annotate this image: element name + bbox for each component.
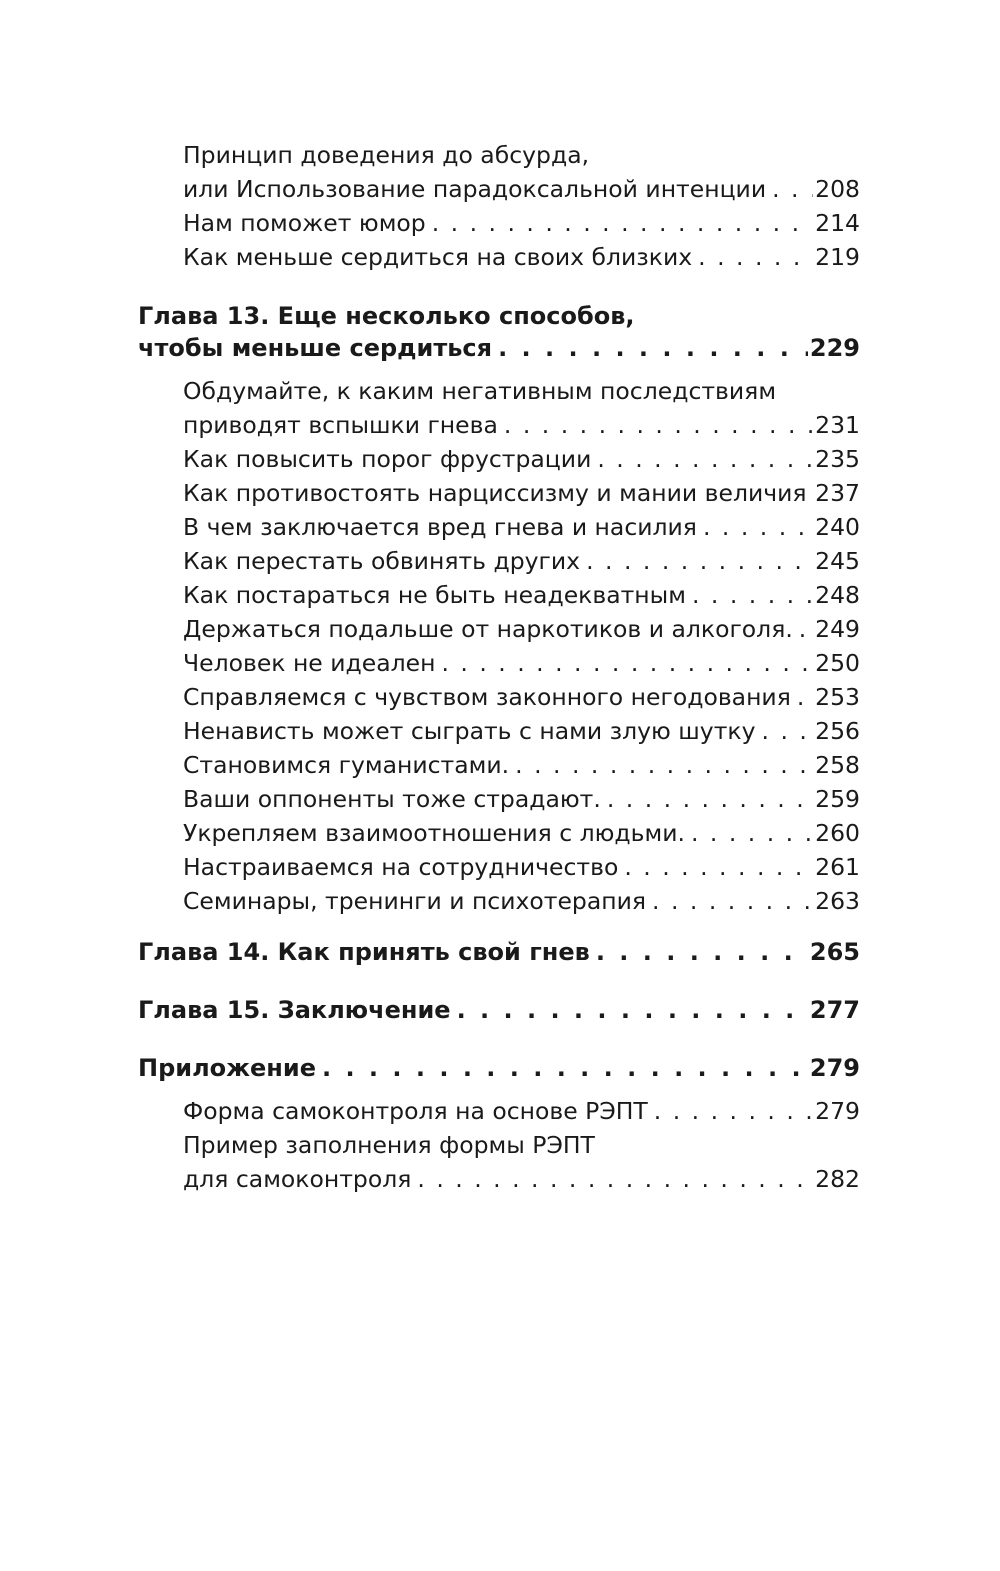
toc-entry-title-line2: или Использование парадоксальной интенции: [183, 175, 767, 203]
leader-dots: [417, 1162, 813, 1196]
leader-dots: [813, 476, 814, 510]
toc-page-number: 245: [815, 547, 860, 575]
leader-dots: [797, 680, 813, 714]
toc-entry-negative-consequences[interactable]: [183, 374, 860, 442]
toc-entry-narcissism[interactable]: [183, 476, 860, 510]
table-of-contents: [138, 138, 860, 1196]
toc-page-number: 256: [815, 717, 860, 745]
leader-dots: [441, 646, 813, 680]
toc-chapter-15[interactable]: [138, 994, 860, 1026]
toc-entry-seminars[interactable]: [183, 884, 860, 918]
leader-dots: [586, 544, 813, 578]
toc-entry-frustration[interactable]: [183, 442, 860, 476]
toc-entry-title: Настраиваемся на сотрудничество: [183, 853, 619, 881]
leader-dots: [762, 714, 814, 748]
toc-entry-title: Становимся гуманистами.: [183, 751, 510, 779]
toc-entry-title-line1: Обдумайте, к каким негативным последствиям: [183, 377, 777, 405]
leader-dots: [692, 578, 813, 612]
toc-entry-title: Как меньше сердиться на своих близких: [183, 243, 693, 271]
toc-page-number: 277: [809, 996, 860, 1024]
leader-dots: [654, 1094, 813, 1128]
toc-entry-paradoxical-intention[interactable]: [183, 138, 860, 206]
toc-page-number: 265: [809, 938, 860, 966]
toc-chapter-13[interactable]: [138, 300, 860, 364]
toc-page-number: 240: [815, 513, 860, 541]
leader-dots: [498, 332, 808, 364]
toc-entry-humanists[interactable]: [183, 748, 860, 782]
leader-dots: [799, 612, 813, 646]
toc-page-number: 250: [815, 649, 860, 677]
toc-chapter-title: Глава 14. Как принять свой гнев: [138, 938, 590, 966]
leader-dots: [457, 994, 808, 1026]
toc-entry-title-line1: Принцип доведения до абсурда,: [183, 141, 590, 169]
toc-page-number: 214: [815, 209, 860, 237]
toc-page-number: 208: [815, 175, 860, 203]
toc-entry-indignation[interactable]: [183, 680, 860, 714]
toc-entry-rebt-example[interactable]: [183, 1128, 860, 1196]
toc-page-number: 258: [815, 751, 860, 779]
toc-entry-harm-of-anger[interactable]: [183, 510, 860, 544]
toc-page-number: 237: [815, 479, 860, 507]
leader-dots: [652, 884, 813, 918]
leader-dots: [504, 408, 813, 442]
leader-dots: [596, 936, 808, 968]
toc-page-number: 279: [815, 1097, 860, 1125]
toc-entry-title: Держаться подальше от наркотиков и алкоголя.: [183, 615, 793, 643]
toc-entry-humor[interactable]: [183, 206, 860, 240]
toc-entry-title: Как противостоять нарциссизму и мании величия: [183, 479, 807, 507]
leader-dots: [607, 782, 813, 816]
toc-appendix[interactable]: [138, 1052, 860, 1084]
toc-page-number: 219: [815, 243, 860, 271]
toc-chapter-14[interactable]: [138, 936, 860, 968]
toc-entry-title-line2: для самоконтроля: [183, 1165, 412, 1193]
toc-entry-cooperation[interactable]: [183, 850, 860, 884]
toc-entry-title-line2: приводят вспышки гнева: [183, 411, 498, 439]
toc-page-number: 231: [815, 411, 860, 439]
toc-entry-title: Как перестать обвинять других: [183, 547, 581, 575]
toc-entry-title: Ненависть может сыграть с нами злую шутку: [183, 717, 756, 745]
toc-page-number: 229: [809, 334, 860, 362]
leader-dots: [698, 240, 813, 274]
toc-entry-rebt-form[interactable]: [183, 1094, 860, 1128]
toc-entry-title: Форма самоконтроля на основе РЭПТ: [183, 1097, 648, 1125]
leader-dots: [597, 442, 813, 476]
toc-page-number: 261: [815, 853, 860, 881]
toc-entry-drugs-alcohol[interactable]: [183, 612, 860, 646]
toc-entry-not-ideal[interactable]: [183, 646, 860, 680]
toc-page-number: 235: [815, 445, 860, 473]
toc-entry-loved-ones[interactable]: [183, 240, 860, 274]
toc-chapter-title-line1: Глава 13. Еще несколько способов,: [138, 302, 635, 330]
toc-entry-title: Как повысить порог фрустрации: [183, 445, 592, 473]
leader-dots: [432, 206, 813, 240]
toc-entry-title: Как постараться не быть неадекватным: [183, 581, 686, 609]
leader-dots: [703, 510, 813, 544]
leader-dots: [515, 748, 813, 782]
toc-entry-title: Семинары, тренинги и психотерапия: [183, 887, 647, 915]
toc-page-number: 248: [815, 581, 860, 609]
toc-entry-title: Нам поможет юмор: [183, 209, 426, 237]
toc-entry-title: Человек не идеален: [183, 649, 436, 677]
toc-chapter-title: Приложение: [138, 1054, 316, 1082]
toc-entry-stop-blaming[interactable]: [183, 544, 860, 578]
toc-page-number: 260: [815, 819, 860, 847]
toc-entry-relationships[interactable]: [183, 816, 860, 850]
toc-entry-title-line1: Пример заполнения формы РЭПТ: [183, 1131, 595, 1159]
leader-dots: [691, 816, 813, 850]
toc-page-number: 282: [815, 1165, 860, 1193]
toc-entry-opponents-suffer[interactable]: [183, 782, 860, 816]
toc-page-number: 279: [809, 1054, 860, 1082]
leader-dots: [772, 172, 813, 206]
toc-page-number: 249: [815, 615, 860, 643]
toc-page-number: 253: [815, 683, 860, 711]
toc-entry-not-inadequate[interactable]: [183, 578, 860, 612]
leader-dots: [624, 850, 813, 884]
leader-dots: [322, 1052, 808, 1084]
toc-entry-title: Справляемся с чувством законного негодования: [183, 683, 791, 711]
toc-chapter-title-line2: чтобы меньше сердиться: [138, 334, 493, 362]
toc-page-number: 259: [815, 785, 860, 813]
toc-entry-title: В чем заключается вред гнева и насилия: [183, 513, 697, 541]
toc-entry-hatred[interactable]: [183, 714, 860, 748]
toc-entry-title: Укрепляем взаимоотношения с людьми.: [183, 819, 685, 847]
toc-page-number: 263: [815, 887, 860, 915]
toc-chapter-title: Глава 15. Заключение: [138, 996, 451, 1024]
toc-entry-title: Ваши оппоненты тоже страдают.: [183, 785, 601, 813]
